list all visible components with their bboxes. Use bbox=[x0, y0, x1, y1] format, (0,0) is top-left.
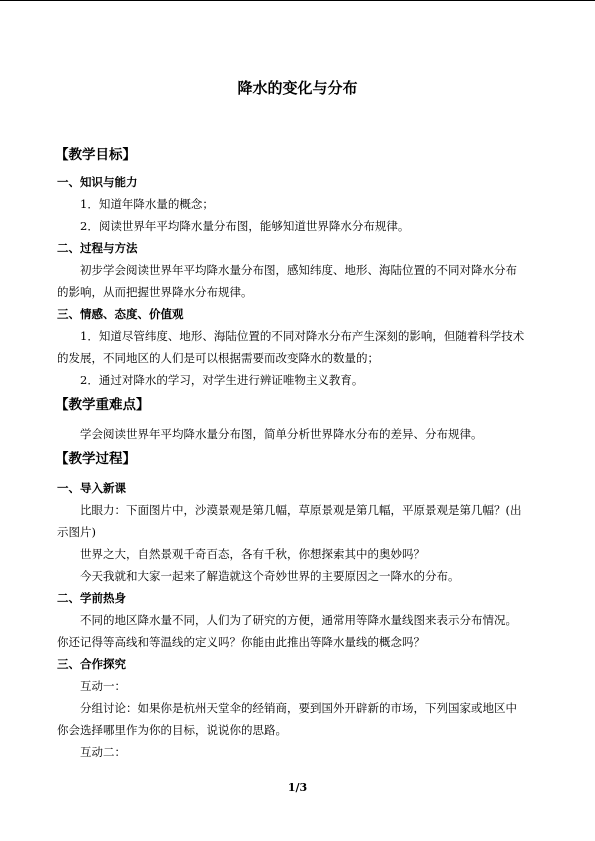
intro-line-1: 比眼力：下面图片中，沙漠景观是第几幅，草原景观是第几幅，平原景观是第几幅？(出 bbox=[80, 503, 522, 517]
explore-line-3: 你会选择哪里作为你的目标，说说你的思路。 bbox=[57, 723, 287, 737]
explore-line-2: 分组讨论：如果你是杭州天堂伞的经销商，要到国外开辟新的市场，下列国家或地区中 bbox=[80, 701, 517, 715]
intro-heading: 一、导入新课 bbox=[57, 481, 126, 495]
process-method-line-1: 初步学会阅读世界年平均降水量分布图，感知纬度、地形、海陆位置的不同对降水分布 bbox=[80, 263, 517, 277]
explore-heading: 三、合作探究 bbox=[57, 657, 126, 671]
knowledge-item-2: 2．阅读世界年平均降水量分布图，能够知道世界降水分布规律。 bbox=[80, 219, 410, 233]
knowledge-item-1: 1．知道年降水量的概念； bbox=[80, 197, 214, 211]
process-method-line-2: 的影响，从而把握世界降水分布规律。 bbox=[57, 285, 253, 299]
intro-line-2: 示图片) bbox=[57, 525, 96, 539]
top-rule bbox=[0, 0, 595, 1]
values-line-1: 1．知道尽管纬度、地形、海陆位置的不同对降水分布产生深刻的影响，但随着科学技术 bbox=[80, 329, 525, 343]
values-heading: 三、情感、态度、价值观 bbox=[57, 307, 184, 321]
warmup-line-2: 你还记得等高线和等温线的定义吗？你能由此推出等降水量线的概念吗？ bbox=[57, 635, 425, 649]
intro-line-4: 今天我就和大家一起来了解造就这个奇妙世界的主要原因之一降水的分布。 bbox=[80, 569, 460, 583]
explore-line-4: 互动二： bbox=[80, 745, 126, 759]
page-number: 1/3 bbox=[287, 781, 308, 794]
objectives-heading: 【教学目标】 bbox=[55, 147, 136, 163]
values-line-2: 的发展，不同地区的人们是可以根据需要而改变降水的数量的； bbox=[57, 351, 379, 365]
knowledge-heading: 一、知识与能力 bbox=[57, 175, 138, 189]
warmup-line-1: 不同的地区降水量不同，人们为了研究的方便，通常用等降水量线图来表示分布情况。 bbox=[80, 613, 517, 627]
process-method-heading: 二、过程与方法 bbox=[57, 241, 138, 255]
document-title: 降水的变化与分布 bbox=[237, 79, 358, 97]
process-heading: 【教学过程】 bbox=[55, 451, 136, 467]
explore-line-1: 互动一： bbox=[80, 679, 126, 693]
intro-line-3: 世界之大，自然景观千奇百态，各有千秋，你想探索其中的奥妙吗？ bbox=[80, 547, 425, 561]
key-points-text: 学会阅读世界年平均降水量分布图，简单分析世界降水分布的差异、分布规律。 bbox=[80, 427, 483, 441]
key-points-heading: 【教学重难点】 bbox=[55, 397, 150, 413]
values-line-3: 2．通过对降水的学习，对学生进行辨证唯物主义教育。 bbox=[80, 373, 364, 387]
warmup-heading: 二、学前热身 bbox=[57, 591, 126, 605]
